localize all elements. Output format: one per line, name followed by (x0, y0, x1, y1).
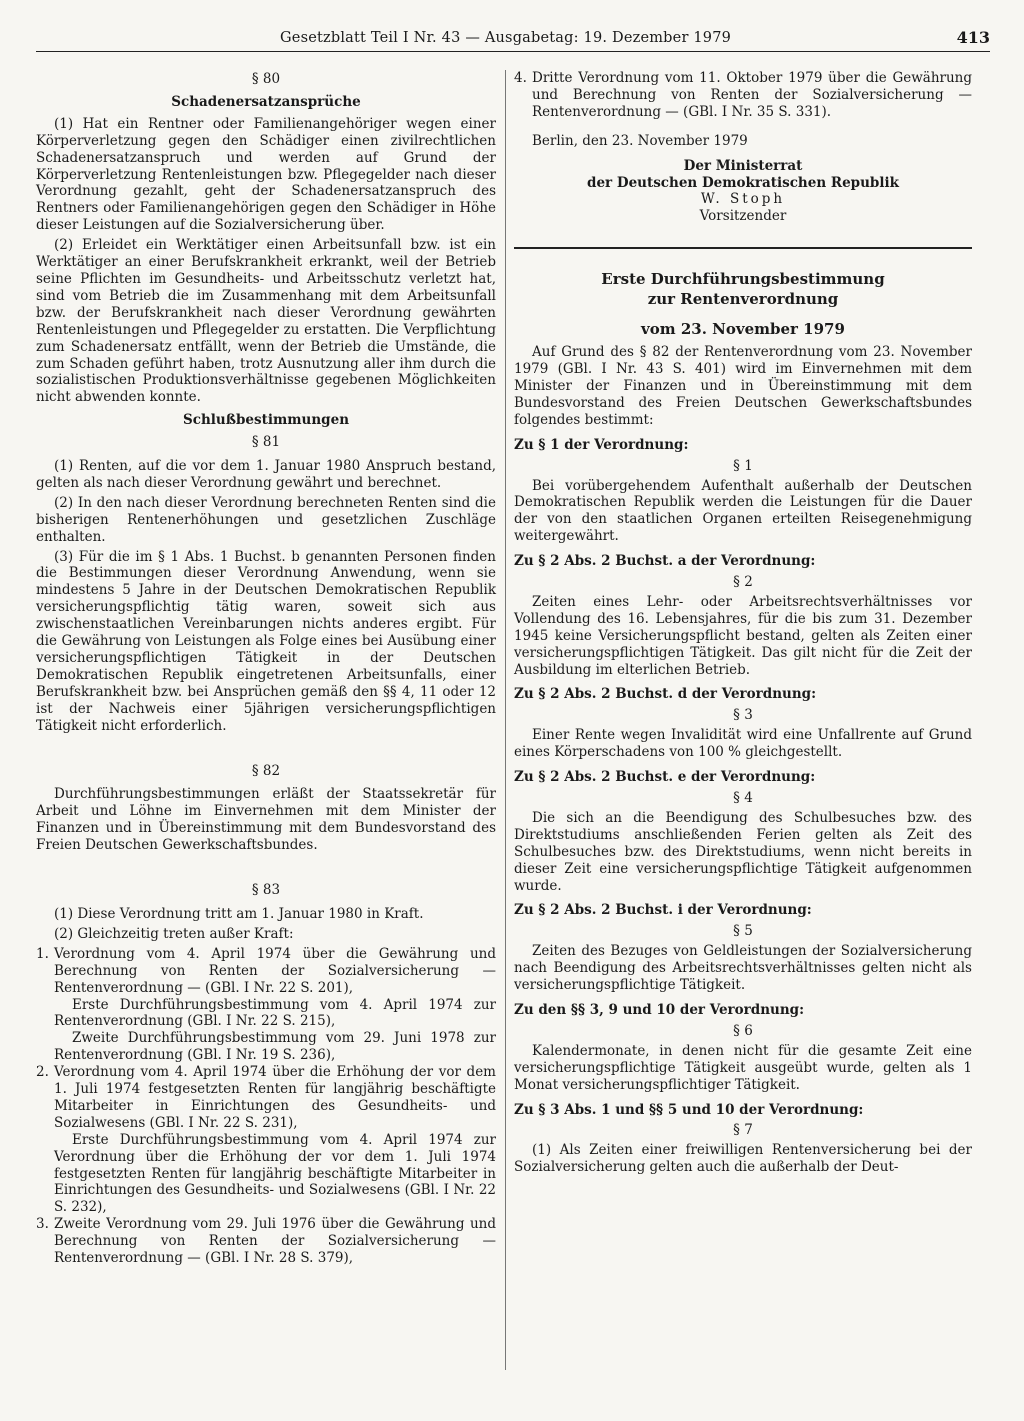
section-number: § 5 (733, 923, 753, 940)
section-number: § 3 (733, 707, 753, 724)
list-item-text: Zweite Verordnung vom 29. Juli 1976 über die Gewährung und Berechnung von Renten der Sozialversicherung — Rentenverordnung — (GBl. I Nr. 28 S. 379), (54, 1216, 496, 1267)
regulation-title-line-1: Erste Durchführungsbestimmung (601, 270, 885, 289)
repeal-list-item (36, 1064, 496, 1216)
section-83-paragraph-1: (1) Diese Verordnung tritt am 1. Januar 1980 in Kraft. (54, 905, 424, 922)
regulation-intro: Auf Grund des § 82 der Rentenverordnung vom 23. November 1979 (GBl. I Nr. 43 S. 401) wird im Einvernehmen mit dem Minister der Finanzen und in Übereinstimmung mit dem Bundesvorstand des Freien Deutschen Gewerkschaftsbundes folgendes bestimmt: (514, 344, 972, 428)
regulation-sections (514, 437, 972, 1176)
list-item-text: Dritte Verordnung vom 11. Oktober 1979 über die Gewährung und Berechnung von Renten der Sozialversicherung — Rentenverordnung — (GBl. I Nr. 35 S. 331). (532, 70, 972, 120)
list-item-text: Verordnung vom 4. April 1974 über die Gewährung und Berechnung von Renten der Sozialversicherung — Rentenverordnung — (GBl. I Nr. 22 S. 201), (54, 945, 496, 996)
page-number: 413 (956, 28, 990, 47)
right-column (514, 70, 972, 1179)
section-80-heading: Schadenersatzansprüche (171, 93, 361, 110)
section-text: Bei vorübergehendem Aufenthalt außerhalb der Deutschen Demokratischen Republik werden die Leistungen für die Dauer der von den staatlichen Organen erteilten Reisegenehmigung weitergewährt. (514, 477, 972, 545)
section-81-paragraph-2: (2) In den nach dieser Verordnung berechneten Renten sind die bisherigen Rentenerhöhungen und gesetzlichen Zuschläge enthalten. (36, 494, 496, 545)
list-item-text: Verordnung vom 4. April 1974 über die Erhöhung der vor dem 1. Juli 1974 festgesetzten Renten für langjährig beschäftigte Mitarbeiter in Einrichtungen des Gesundheits- und Sozialwesens (GBl. I Nr. 22 S. 231), (54, 1064, 496, 1131)
section-reference-heading: Zu § 2 Abs. 2 Buchst. a der Verordnung: (514, 553, 816, 570)
column-divider (505, 70, 506, 1370)
section-text: Zeiten des Bezuges von Geldleistungen der Sozialversicherung nach Beendigung des Arbeitsrechtsverhältnisses gelten nicht als versicherungspflichtige Tätigkeit. (514, 943, 972, 994)
signature-name: W. Stoph (700, 191, 786, 208)
section-number: § 2 (733, 574, 753, 591)
section-reference-heading: Zu § 3 Abs. 1 und §§ 5 und 10 der Verordnung: (514, 1101, 864, 1118)
page-header (36, 30, 990, 52)
section-text: (1) Als Zeiten einer freiwilligen Rentenversicherung bei der Sozialversicherung gelten auch die außerhalb der Deut- (514, 1142, 972, 1176)
section-80-title: § 80 (251, 71, 281, 87)
list-item-number: 3. (36, 1216, 49, 1233)
section-number: § 4 (733, 790, 753, 806)
header-title: Gesetzblatt Teil I Nr. 43 — Ausgabetag: 19. Dezember 1979 (280, 30, 732, 46)
final-provisions-heading: Schlußbestimmungen (182, 412, 350, 429)
list-item-number: 4. (514, 70, 527, 86)
section-reference-heading: Zu § 2 Abs. 2 Buchst. e der Verordnung: (514, 769, 816, 786)
section-text: Einer Rente wegen Invalidität wird eine Unfallrente auf Grund eines Körperschadens von 100 % gleichgestellt. (514, 727, 972, 761)
signature-role: Vorsitzender (699, 208, 787, 225)
section-reference-heading: Zu § 2 Abs. 2 Buchst. i der Verordnung: (514, 902, 812, 919)
signature-org-line-1: Der Ministerrat (683, 157, 803, 174)
repeal-list-item (36, 946, 496, 1064)
list-item-subtext: Erste Durchführungsbestimmung vom 4. April 1974 zur Rentenverordnung (GBl. I Nr. 22 S. 215), (54, 996, 496, 1030)
section-text: Zeiten eines Lehr- oder Arbeitsrechtsverhältnisses vor Vollendung des 16. Lebensjahres, für die bis zum 31. Dezember 1945 keine Versicherungspflicht bestand, gelten als Zeiten einer versicherungspflichtigen Tätigkeit. Das gilt nicht für die Zeit der Ausbildung im elterlichen Betrieb. (514, 593, 972, 678)
list-item-subtext: Zweite Durchführungsbestimmung vom 29. Juni 1978 zur Rentenverordnung (GBl. I Nr. 19 S. 236), (54, 1030, 496, 1064)
list-item-subtext: Erste Durchführungsbestimmung vom 4. April 1974 zur Verordnung über die Erhöhung der vor dem 1. Juli 1974 festgesetzten Renten für langjährig beschäftigte Mitarbeiter in Einrichtungen des Gesundheits- und Sozialwesens (GBl. I Nr. 22 S. 232), (54, 1131, 496, 1216)
list-item (514, 70, 972, 121)
section-82-title: § 82 (251, 762, 281, 779)
repeal-list (36, 946, 496, 1267)
regulation-title-line-2: zur Rentenverordnung (647, 290, 839, 309)
section-text: Die sich an die Beendigung des Schulbesuches bzw. des Direktstudiums anschließenden Ferien gelten als Zeit des Schulbesuches bzw. des Direktstudiums, wenn nicht bereits in dieser Zeit eine versicherungspflichtige Tätigkeit aufgenommen wurde. (514, 809, 972, 894)
section-number: § 7 (733, 1122, 753, 1139)
section-82-paragraph-1: Durchführungsbestimmungen erläßt der Staatssekretär für Arbeit und Löhne im Einvernehmen mit dem Minister der Finanzen und in Übereinstimmung mit dem Bundesvorstand des Freien Deutschen Gewerkschaftsbundes. (36, 786, 496, 854)
section-80-paragraph-2: (2) Erleidet ein Werktätiger einen Arbeitsunfall bzw. ist ein Werktätiger an einer Berufskrankheit erkrankt, weil der Betrieb seine Pflichten im Gesundheits- und Arbeitsschutz verletzt hat, sind vom Betrieb die im Zusammenhang mit dem Arbeitsunfall bzw. der Berufskrankheit nach dieser Verordnung gewährten Rentenleistungen und Pflegegelder zu erstatten. Die Verpflichtung zum Schadenersatz entfällt, wenn der Betrieb die Umstände, die zum Schaden geführt haben, trotz Ausnutzung aller ihm durch die sozialistischen Produktionsverhältnisse gegebenen Möglichkeiten nicht abwenden konnte. (36, 237, 496, 406)
section-number: § 6 (733, 1022, 753, 1039)
section-81-paragraph-1: (1) Renten, auf die vor dem 1. Januar 1980 Anspruch bestand, gelten als nach dieser Verordnung gewährt und berechnet. (36, 458, 496, 491)
signature-block (514, 158, 972, 226)
section-81-title: § 81 (251, 434, 281, 451)
section-text: Kalendermonate, in denen nicht für die gesamte Zeit eine versicherungspflichtige Tätigkeit ausgeübt wurde, gelten als 1 Monat versicherungspflichtiger Tätigkeit. (514, 1042, 972, 1093)
section-reference-heading: Zu den §§ 3, 9 und 10 der Verordnung: (514, 1001, 805, 1018)
section-number: § 1 (733, 457, 753, 474)
list-item-number: 2. (36, 1064, 49, 1081)
repeal-list-item (36, 1216, 496, 1267)
section-83-paragraph-2: (2) Gleichzeitig treten außer Kraft: (54, 925, 294, 942)
place-date: Berlin, den 23. November 1979 (532, 132, 748, 149)
section-83-title: § 83 (251, 882, 281, 899)
section-reference-heading: Zu § 1 der Verordnung: (514, 436, 689, 453)
left-column (36, 70, 496, 1267)
signature-org-line-2: der Deutschen Demokratischen Republik (587, 174, 899, 191)
section-81-paragraph-3: (3) Für die im § 1 Abs. 1 Buchst. b genannten Personen finden die Bestimmungen dieser Verordnung Anwendung, wenn sie mindestens 5 Jahre in der Deutschen Demokratischen Republik versicherungspflichtig tätig waren, soweit sich aus zwischenstaatlichen Vereinbarungen nichts anderes ergibt. Für die Gewährung von Leistungen als Folge eines bei Ausübung einer versicherungspflichtigen Tätigkeit in der Deutschen Demokratischen Republik eingetretenen Arbeitsunfalls, einer Berufskrankheit bzw. bei Ansprüchen gemäß den §§ 4, 11 oder 12 ist der Nachweis einer 5jährigen versicherungspflichtigen Tätigkeit nicht erforderlich. (36, 548, 496, 734)
section-rule (514, 247, 972, 249)
regulation-date: vom 23. November 1979 (641, 320, 845, 339)
section-80-paragraph-1: (1) Hat ein Rentner oder Familienangehöriger wegen einer Körperverletzung gegen den Schädiger einen zivilrechtlichen Schadenersatzanspruch und werden auf Grund der Körperverletzung Rentenleistungen bzw. Pflegegelder nach dieser Verordnung gezahlt, geht der Schadenersatzanspruch des Rentners oder Familienangehörigen gegen den Schädiger in Höhe dieser Leistungen auf die Sozialversicherung über. (36, 115, 496, 234)
list-item-number: 1. (36, 945, 49, 962)
section-reference-heading: Zu § 2 Abs. 2 Buchst. d der Verordnung: (514, 686, 817, 703)
